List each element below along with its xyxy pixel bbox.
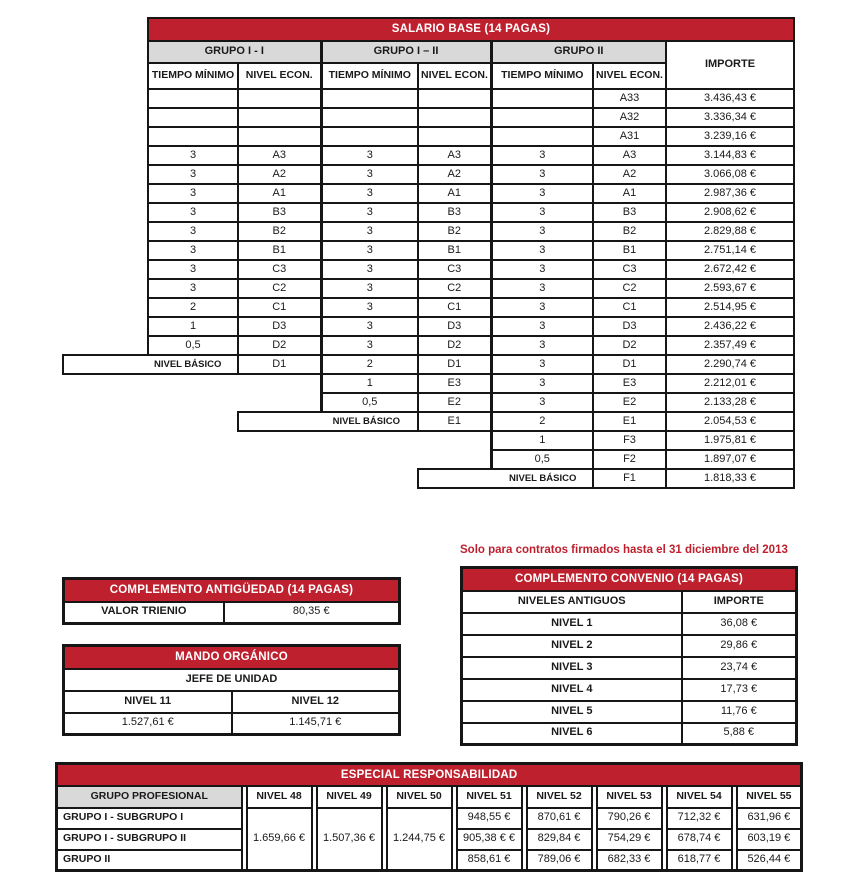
sub-header: NIVEL ECON. [593, 63, 666, 89]
data-cell: 3 [491, 165, 593, 184]
data-cell: E2 [418, 393, 491, 412]
nivel-value: 1.527,61 € [64, 713, 232, 735]
value-cell: 829,84 € [527, 829, 592, 850]
data-cell: F1 [593, 469, 666, 488]
data-cell: 3 [321, 298, 418, 317]
table-cell [148, 469, 238, 488]
sub-header: TIEMPO MÍNIMO [321, 63, 418, 89]
data-cell: 3 [148, 222, 238, 241]
nivel-header: NIVEL 51 [457, 786, 522, 808]
nivel-label: NIVEL 1 [462, 613, 682, 635]
data-cell: C1 [238, 298, 321, 317]
nivel-basico-label: NIVEL BÁSICO [332, 415, 400, 427]
data-cell: 3.066,08 € [666, 165, 794, 184]
contracts-note: Solo para contratos firmados hasta el 31 diciembre del 2013 [460, 544, 788, 556]
nivel-label: NIVEL 6 [462, 723, 682, 745]
value-cell: 682,33 € [597, 850, 662, 871]
data-cell: E3 [418, 374, 491, 393]
importe-header: IMPORTE [666, 41, 794, 89]
nivel-header: NIVEL 52 [527, 786, 592, 808]
data-cell: 1 [491, 431, 593, 450]
nivel-header: NIVEL 48 [247, 786, 312, 808]
table-cell [321, 450, 418, 469]
data-cell: A2 [418, 165, 491, 184]
table-cell [238, 469, 321, 488]
data-cell: 2.908,62 € [666, 203, 794, 222]
value-cell: 870,61 € [527, 808, 592, 829]
nivel-header: NIVEL 50 [387, 786, 452, 808]
table-cell [238, 431, 321, 450]
data-cell: C2 [418, 279, 491, 298]
data-cell: B2 [593, 222, 666, 241]
data-cell: E2 [593, 393, 666, 412]
data-cell: A3 [593, 146, 666, 165]
data-cell: 3.144,83 € [666, 146, 794, 165]
table-cell [63, 127, 148, 146]
data-cell: 3.336,34 € [666, 108, 794, 127]
table-cell [321, 431, 418, 450]
table-cell [63, 241, 148, 260]
table-cell [63, 203, 148, 222]
merged-value: 1.507,36 € [317, 808, 382, 871]
data-cell: 3 [148, 184, 238, 203]
data-cell: 1.975,81 € [666, 431, 794, 450]
table-cell [63, 298, 148, 317]
importe-value: 11,76 € [682, 701, 797, 723]
table-cell [63, 374, 148, 393]
data-cell: F2 [593, 450, 666, 469]
data-cell: C2 [238, 279, 321, 298]
data-cell: 1 [321, 374, 418, 393]
data-cell: D1 [238, 355, 321, 374]
data-cell: D1 [593, 355, 666, 374]
data-cell: 3 [491, 203, 593, 222]
table-cell [63, 63, 148, 89]
data-cell [321, 127, 418, 146]
data-cell: 3 [321, 203, 418, 222]
data-cell [238, 108, 321, 127]
data-cell: A31 [593, 127, 666, 146]
data-cell: 3 [321, 241, 418, 260]
data-cell: 2.751,14 € [666, 241, 794, 260]
nivel-header: NIVEL 49 [317, 786, 382, 808]
nivel-basico-label: NIVEL BÁSICO [153, 358, 222, 370]
value-cell: 526,44 € [737, 850, 802, 871]
table-cell [148, 374, 238, 393]
table-cell [63, 317, 148, 336]
data-cell: 3 [148, 146, 238, 165]
data-cell [238, 127, 321, 146]
data-cell: 1.897,07 € [666, 450, 794, 469]
data-cell: B3 [418, 203, 491, 222]
data-cell: 3 [148, 203, 238, 222]
table-cell [63, 450, 148, 469]
data-cell: E3 [593, 374, 666, 393]
nivel-label: NIVEL 4 [462, 679, 682, 701]
data-cell: A2 [238, 165, 321, 184]
sub-header: TIEMPO MÍNIMO [491, 63, 593, 89]
data-cell: 3 [321, 222, 418, 241]
table-cell [63, 108, 148, 127]
column-header: NIVELES ANTIGUOS [462, 591, 682, 613]
data-cell: D1 [418, 355, 491, 374]
data-cell: 3 [491, 146, 593, 165]
data-cell: B3 [238, 203, 321, 222]
data-cell: 3 [491, 298, 593, 317]
nivel-header: NIVEL 12 [232, 691, 400, 713]
row-label: GRUPO I - SUBGRUPO II [57, 829, 242, 850]
column-header: IMPORTE [682, 591, 797, 613]
importe-value: 23,74 € [682, 657, 797, 679]
value-cell: 790,26 € [597, 808, 662, 829]
group-header: GRUPO II [491, 41, 666, 63]
data-cell: C3 [238, 260, 321, 279]
value-cell: 789,06 € [527, 850, 592, 871]
importe-value: 5,88 € [682, 723, 797, 745]
salario-base-title: SALARIO BASE (14 PAGAS) [148, 18, 794, 41]
value-cell: 603,19 € [737, 829, 802, 850]
importe-value: 29,86 € [682, 635, 797, 657]
data-cell: D2 [238, 336, 321, 355]
table-cell [63, 393, 148, 412]
data-cell: 3 [321, 317, 418, 336]
data-cell: D2 [593, 336, 666, 355]
sub-header: NIVEL ECON. [418, 63, 491, 89]
table-cell [63, 260, 148, 279]
data-cell: 3 [148, 241, 238, 260]
table-cell [63, 41, 148, 63]
data-cell: A1 [238, 184, 321, 203]
data-cell: B1 [238, 241, 321, 260]
table-cell [63, 336, 148, 355]
nivel-value: 1.145,71 € [232, 713, 400, 735]
data-cell: D3 [593, 317, 666, 336]
value-cell: 858,61 € [457, 850, 522, 871]
convenio-title: COMPLEMENTO CONVENIO (14 PAGAS) [462, 568, 797, 591]
valor-trienio-value: 80,35 € [224, 602, 400, 624]
value-cell: 948,55 € [457, 808, 522, 829]
data-cell: 3.436,43 € [666, 89, 794, 108]
data-cell: 3 [491, 241, 593, 260]
data-cell: 2.290,74 € [666, 355, 794, 374]
group-header: GRUPO I - I [148, 41, 321, 63]
data-cell: 0,5 [148, 336, 238, 355]
data-cell: 3 [491, 222, 593, 241]
data-cell: 3 [321, 260, 418, 279]
sub-header: TIEMPO MÍNIMO [148, 63, 238, 89]
data-cell: B1 [418, 241, 491, 260]
table-cell [63, 18, 148, 41]
table-cell [321, 469, 418, 488]
data-cell: A3 [238, 146, 321, 165]
data-cell: 3 [491, 374, 593, 393]
mando-organico-table [62, 644, 401, 736]
data-cell [321, 89, 418, 108]
row-label: GRUPO I - SUBGRUPO I [57, 808, 242, 829]
group-header: GRUPO I – II [321, 41, 491, 63]
table-cell [63, 279, 148, 298]
valor-trienio-label: VALOR TRIENIO [64, 602, 224, 624]
data-cell: 3 [321, 146, 418, 165]
data-cell [418, 127, 491, 146]
data-cell: 3 [491, 260, 593, 279]
nivel-basico-cell [418, 469, 593, 488]
table-cell [148, 412, 238, 431]
data-cell: D3 [418, 317, 491, 336]
data-cell: A1 [418, 184, 491, 203]
value-cell: 754,29 € [597, 829, 662, 850]
data-cell: B3 [593, 203, 666, 222]
table-cell [63, 412, 148, 431]
nivel-header: NIVEL 54 [667, 786, 732, 808]
data-cell: 3 [491, 355, 593, 374]
data-cell [491, 108, 593, 127]
antiguedad-title: COMPLEMENTO ANTIGÜEDAD (14 PAGAS) [64, 579, 400, 602]
data-cell: 2.672,42 € [666, 260, 794, 279]
value-cell: 712,32 € [667, 808, 732, 829]
data-cell: D2 [418, 336, 491, 355]
table-cell [63, 184, 148, 203]
nivel-basico-cell [238, 412, 418, 431]
sub-header: NIVEL ECON. [238, 63, 321, 89]
nivel-basico-label: NIVEL BÁSICO [508, 472, 577, 484]
table-cell [238, 393, 321, 412]
data-cell: A2 [593, 165, 666, 184]
table-cell [148, 393, 238, 412]
data-cell: A33 [593, 89, 666, 108]
table-cell [63, 431, 148, 450]
data-cell: 3 [491, 279, 593, 298]
data-cell: 2.357,49 € [666, 336, 794, 355]
data-cell: C1 [593, 298, 666, 317]
data-cell: 2 [148, 298, 238, 317]
mando-title: MANDO ORGÁNICO [64, 646, 400, 669]
table-cell [63, 469, 148, 488]
data-cell: 2.593,67 € [666, 279, 794, 298]
table-cell [148, 431, 238, 450]
mando-subtitle: JEFE DE UNIDAD [64, 669, 400, 691]
data-cell: 1.818,33 € [666, 469, 794, 488]
data-cell: 3 [491, 393, 593, 412]
data-cell [418, 89, 491, 108]
data-cell [321, 108, 418, 127]
data-cell: E1 [593, 412, 666, 431]
data-cell: 3 [321, 184, 418, 203]
nivel-label: NIVEL 3 [462, 657, 682, 679]
merged-value: 1.659,66 € [247, 808, 312, 871]
data-cell [491, 89, 593, 108]
data-cell: 2 [321, 355, 418, 374]
data-cell: C3 [593, 260, 666, 279]
table-cell [238, 450, 321, 469]
data-cell: 3.239,16 € [666, 127, 794, 146]
esp-title: ESPECIAL RESPONSABILIDAD [57, 764, 802, 786]
complemento-convenio-table [460, 566, 798, 746]
data-cell: 2.436,22 € [666, 317, 794, 336]
nivel-header: NIVEL 11 [64, 691, 232, 713]
value-cell: 631,96 € [737, 808, 802, 829]
data-cell: 2.054,53 € [666, 412, 794, 431]
nivel-label: NIVEL 2 [462, 635, 682, 657]
table-cell [63, 165, 148, 184]
especial-responsabilidad-table [55, 762, 803, 872]
data-cell: 3 [491, 184, 593, 203]
data-cell: 2.514,95 € [666, 298, 794, 317]
table-cell [418, 431, 491, 450]
data-cell: A32 [593, 108, 666, 127]
data-cell: 3 [491, 336, 593, 355]
data-cell: C1 [418, 298, 491, 317]
data-cell: 3 [491, 317, 593, 336]
data-cell: 3 [148, 279, 238, 298]
value-cell: 618,77 € [667, 850, 732, 871]
table-cell [148, 450, 238, 469]
importe-value: 17,73 € [682, 679, 797, 701]
data-cell [148, 89, 238, 108]
data-cell: D3 [238, 317, 321, 336]
data-cell: A3 [418, 146, 491, 165]
data-cell [238, 89, 321, 108]
data-cell: C3 [418, 260, 491, 279]
data-cell: B2 [238, 222, 321, 241]
nivel-header: NIVEL 55 [737, 786, 802, 808]
data-cell: 3 [321, 165, 418, 184]
salario-base-table [62, 17, 795, 489]
data-cell: C2 [593, 279, 666, 298]
data-cell: F3 [593, 431, 666, 450]
data-cell: 2.133,28 € [666, 393, 794, 412]
nivel-header: NIVEL 53 [597, 786, 662, 808]
table-cell [238, 374, 321, 393]
data-cell: 1 [148, 317, 238, 336]
corner-header: GRUPO PROFESIONAL [57, 786, 242, 808]
data-cell [491, 127, 593, 146]
data-cell [418, 108, 491, 127]
nivel-label: NIVEL 5 [462, 701, 682, 723]
value-cell: 905,38 € € [457, 829, 522, 850]
data-cell: 3 [321, 279, 418, 298]
data-cell: 2 [491, 412, 593, 431]
data-cell: E1 [418, 412, 491, 431]
data-cell: B2 [418, 222, 491, 241]
merged-value: 1.244,75 € [387, 808, 452, 871]
data-cell: 2.212,01 € [666, 374, 794, 393]
table-cell [63, 146, 148, 165]
table-cell [63, 89, 148, 108]
importe-value: 36,08 € [682, 613, 797, 635]
data-cell: 3 [148, 260, 238, 279]
table-cell [63, 222, 148, 241]
data-cell: 2.829,88 € [666, 222, 794, 241]
data-cell [148, 108, 238, 127]
value-cell: 678,74 € [667, 829, 732, 850]
data-cell: B1 [593, 241, 666, 260]
data-cell: 0,5 [491, 450, 593, 469]
data-cell: 0,5 [321, 393, 418, 412]
row-label: GRUPO II [57, 850, 242, 871]
data-cell: 3 [148, 165, 238, 184]
data-cell: 2.987,36 € [666, 184, 794, 203]
table-cell [418, 450, 491, 469]
complemento-antiguedad-table [62, 577, 401, 625]
data-cell: 3 [321, 336, 418, 355]
data-cell [148, 127, 238, 146]
nivel-basico-cell [63, 355, 238, 374]
data-cell: A1 [593, 184, 666, 203]
